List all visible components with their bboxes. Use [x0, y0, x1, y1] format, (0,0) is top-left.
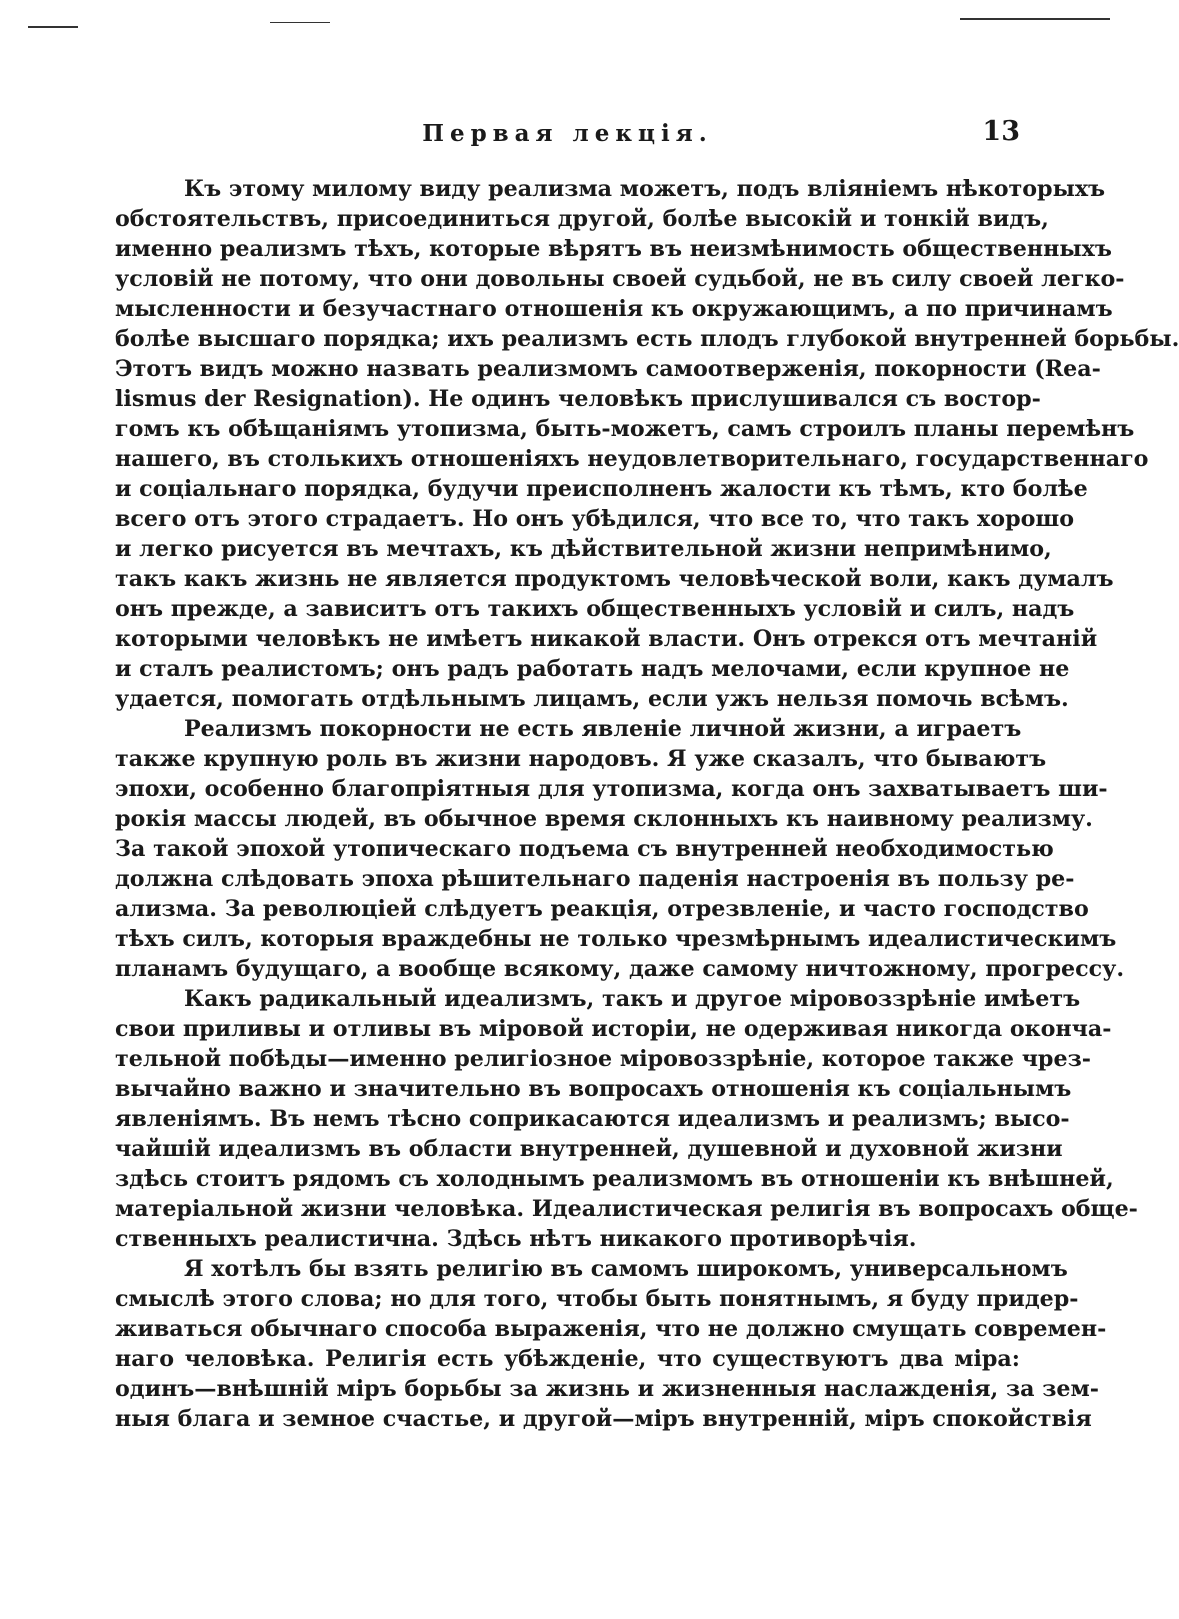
text-line: и легко рисуется въ мечтахъ, къ дѣйствительной жизни непримѣнимо, [115, 536, 1052, 562]
text-line: и сталъ реалистомъ; онъ радъ работать надъ мелочами, если крупное не [115, 656, 1070, 682]
text-line: явленіямъ. Въ немъ тѣсно соприкасаются идеализмъ и реализмъ; высо- [115, 1106, 1070, 1132]
text-line: всего отъ этого страдаетъ. Но онъ убѣдился, что все то, что такъ хорошо [115, 506, 1075, 532]
text-line: должна слѣдовать эпоха рѣшительнаго паденія настроенія въ пользу ре- [115, 866, 1075, 892]
text-line: которыми человѣкъ не имѣетъ никакой власти. Онъ отрекся отъ мечтаній [115, 626, 1098, 652]
paragraph [115, 1254, 1107, 1434]
text-line: ныя блага и земное счастье, и другой—міръ внутренній, міръ спокойствія [115, 1406, 1092, 1432]
text-line: онъ прежде, а зависитъ отъ такихъ общественныхъ условій и силъ, надъ [115, 596, 1075, 622]
paragraph [115, 714, 1125, 984]
paragraphs [115, 174, 1179, 1434]
text-line: такъ какъ жизнь не является продуктомъ человѣческой воли, какъ думалъ [115, 566, 1114, 592]
text-line: эпохи, особенно благопріятныя для утопизма, когда онъ захватываетъ ши- [115, 776, 1108, 802]
text-line: Я хотѣлъ бы взять религію въ самомъ широкомъ, универсальномъ [184, 1256, 1068, 1282]
text-line: здѣсь стоитъ рядомъ съ холоднымъ реализмомъ въ отношеніи къ внѣшней, [115, 1166, 1114, 1192]
text-line: обстоятельствъ, присоединиться другой, болѣе высокій и тонкій видъ, [115, 206, 1049, 232]
scan-mark-center [270, 22, 330, 23]
text-line: тельной побѣды—именно религіозное міровоззрѣніе, которое также чрез- [115, 1046, 1091, 1072]
text-line: мысленности и безучастнаго отношенія къ окружающимъ, а по причинамъ [115, 296, 1113, 322]
text-line: lismus der Resignation). Не одинъ человѣкъ прислушивался съ востор- [115, 386, 1041, 412]
text-line: именно реализмъ тѣхъ, которые вѣрятъ въ неизмѣнимость общественныхъ [115, 236, 1112, 262]
text-line: Какъ радикальный идеализмъ, такъ и другое міровоззрѣніе имѣетъ [184, 986, 1081, 1012]
running-title: Первая лекція. [422, 120, 713, 147]
text-line: За такой эпохой утопическаго подъема съ внутренней необходимостью [115, 836, 1054, 862]
text-line: гомъ къ обѣщаніямъ утопизма, быть-можетъ, самъ строилъ планы перемѣнъ [115, 416, 1135, 442]
page-number: 13 [982, 116, 1020, 147]
text-line: свои приливы и отливы въ міровой исторіи, не одерживая никогда оконча- [115, 1016, 1112, 1042]
text-line: и соціальнаго порядка, будучи преисполненъ жалости къ тѣмъ, кто болѣе [115, 476, 1088, 502]
text-line: также крупную роль въ жизни народовъ. Я уже сказалъ, что бываютъ [115, 746, 1047, 772]
text-line: удается, помогать отдѣльнымъ лицамъ, если ужъ нельзя помочь всѣмъ. [115, 686, 1069, 712]
scan-mark-right [960, 18, 1110, 20]
text-line: вычайно важно и значительно въ вопросахъ отношенія къ соціальнымъ [115, 1076, 1072, 1102]
paragraph [115, 174, 1179, 714]
text-line: условій не потому, что они довольны своей судьбой, не въ силу своей легко- [115, 266, 1125, 292]
text-line: тѣхъ силъ, которыя враждебны не только чрезмѣрнымъ идеалистическимъ [115, 926, 1117, 952]
text-line: наго человѣка. Религія есть убѣжденіе, что существуютъ два міра: [115, 1346, 1020, 1372]
text-line: матеріальной жизни человѣка. Идеалистическая религія въ вопросахъ обще- [115, 1196, 1138, 1222]
text-line: чайшій идеализмъ въ области внутренней, душевной и духовной жизни [115, 1136, 1063, 1162]
running-head [115, 116, 1020, 156]
text-line: Реализмъ покорности не есть явленіе личной жизни, а играетъ [184, 716, 1022, 742]
text-line: Къ этому милому виду реализма можетъ, подъ вліяніемъ нѣкоторыхъ [184, 176, 1106, 202]
text-line: ализма. За революціей слѣдуетъ реакція, отрезвленіе, и часто господство [115, 896, 1089, 922]
text-line: смыслѣ этого слова; но для того, чтобы быть понятнымъ, я буду придер- [115, 1286, 1079, 1312]
paragraph [115, 984, 1138, 1254]
text-line: планамъ будущаго, а вообще всякому, даже самому ничтожному, прогрессу. [115, 956, 1125, 982]
text-line: рокія массы людей, въ обычное время склонныхъ къ наивному реализму. [115, 806, 1093, 832]
text-line: Этотъ видъ можно назвать реализмомъ самоотверженія, покорности (Rea- [115, 356, 1101, 382]
text-line: болѣе высшаго порядка; ихъ реализмъ есть плодъ глубокой внутренней борьбы. [115, 326, 1179, 352]
text-line: нашего, въ столькихъ отношеніяхъ неудовлетворительнаго, государственнаго [115, 446, 1149, 472]
body-text [115, 174, 1179, 1434]
text-line: одинъ—внѣшній міръ борьбы за жизнь и жизненныя наслажденія, за зем- [115, 1376, 1100, 1402]
text-line: живаться обычнаго способа выраженія, что не должно смущать современ- [115, 1316, 1107, 1342]
scan-mark-left [28, 26, 78, 28]
text-line: ственныхъ реалистична. Здѣсь нѣтъ никакого противорѣчія. [115, 1226, 917, 1252]
